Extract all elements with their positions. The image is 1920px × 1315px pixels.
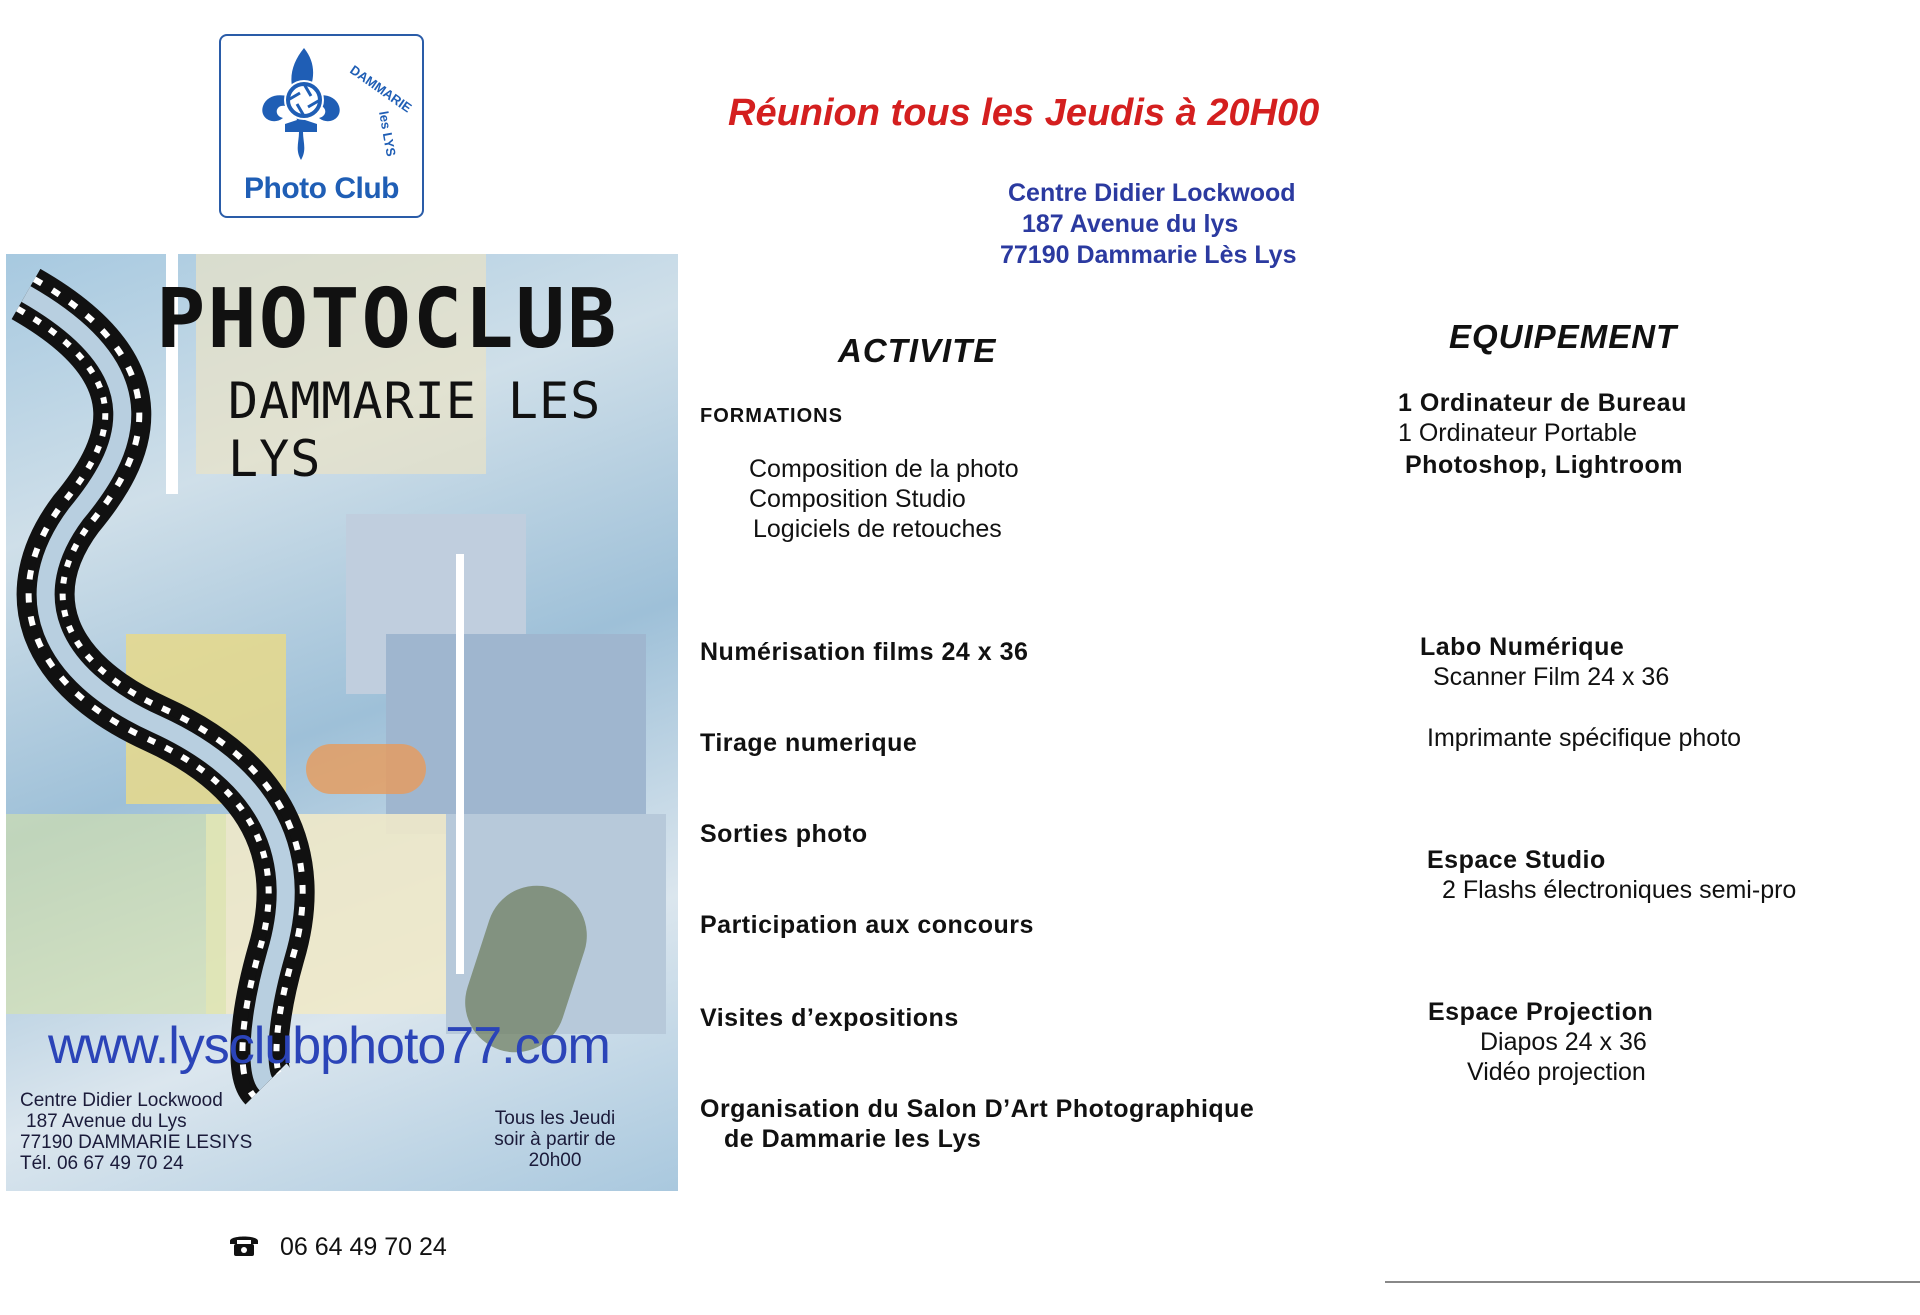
equipment-item: Photoshop, Lightroom [1405, 451, 1684, 479]
equipment-item: 1 Ordinateur Portable [1398, 419, 1638, 447]
photo-club-logo [219, 34, 424, 218]
activity-item: Participation aux concours [700, 911, 1034, 939]
formation-item: Composition Studio [749, 485, 966, 513]
poster-title: PHOTOCLUB [156, 272, 619, 367]
address-line: 77190 Dammarie Lès Lys [1000, 241, 1297, 269]
poster-phone: Tél. 06 67 49 70 24 [20, 1153, 184, 1174]
svg-text:les LYS: les LYS [376, 109, 399, 158]
projection-title: Espace Projection [1428, 998, 1654, 1026]
address-line: Centre Didier Lockwood [1008, 179, 1296, 207]
address-line: 187 Avenue du lys [1022, 210, 1239, 238]
poster-schedule-line: 20h00 [528, 1150, 582, 1171]
logo-club-text: Photo Club [244, 172, 399, 205]
activity-item: Organisation du Salon D’Art Photographique [700, 1095, 1255, 1123]
poster-schedule-line: soir à partir de [494, 1129, 616, 1150]
equipement-heading: EQUIPEMENT [1449, 318, 1678, 355]
projection-item: Diapos 24 x 36 [1480, 1028, 1647, 1056]
contact-phone[interactable]: 06 64 49 70 24 [280, 1233, 447, 1261]
poster-subtitle: DAMMARIE LES LYS [228, 372, 602, 488]
telephone-icon [228, 1232, 260, 1258]
divider-line [1385, 1281, 1920, 1283]
studio-title: Espace Studio [1427, 846, 1606, 874]
equipment-item: 1 Ordinateur de Bureau [1398, 389, 1687, 417]
projection-item: Vidéo projection [1467, 1058, 1646, 1086]
activity-item: Visites d’expositions [700, 1004, 959, 1032]
poster-address-line: Centre Didier Lockwood [20, 1090, 223, 1111]
formation-item: Composition de la photo [749, 455, 1019, 483]
poster-website-link[interactable]: www.lysclubphoto77.com [48, 1017, 610, 1075]
activity-item: Tirage numerique [700, 729, 918, 757]
activity-item: Sorties photo [700, 820, 868, 848]
labo-item: Imprimante spécifique photo [1427, 724, 1742, 752]
poster-schedule-line: Tous les Jeudi [494, 1108, 616, 1129]
labo-title: Labo Numérique [1420, 633, 1625, 661]
fleur-de-lys-icon [229, 42, 419, 174]
studio-item: 2 Flashs électroniques semi-pro [1442, 876, 1797, 904]
poster-address-line: 77190 DAMMARIE LESIYS [20, 1132, 253, 1153]
poster-schedule [470, 1108, 640, 1171]
poster-address-line: 187 Avenue du Lys [26, 1111, 187, 1132]
formations-label: FORMATIONS [700, 405, 843, 427]
activite-heading: ACTIVITE [838, 332, 997, 369]
activity-item: Numérisation films 24 x 36 [700, 638, 1029, 666]
club-poster [6, 254, 678, 1191]
meeting-schedule-heading: Réunion tous les Jeudis à 20H00 [728, 92, 1320, 134]
poster-address [20, 1090, 252, 1174]
labo-item: Scanner Film 24 x 36 [1433, 663, 1670, 691]
svg-text:DAMMARIE: DAMMARIE [347, 62, 415, 116]
formation-item: Logiciels de retouches [753, 515, 1002, 543]
activity-item: de Dammarie les Lys [724, 1125, 982, 1153]
